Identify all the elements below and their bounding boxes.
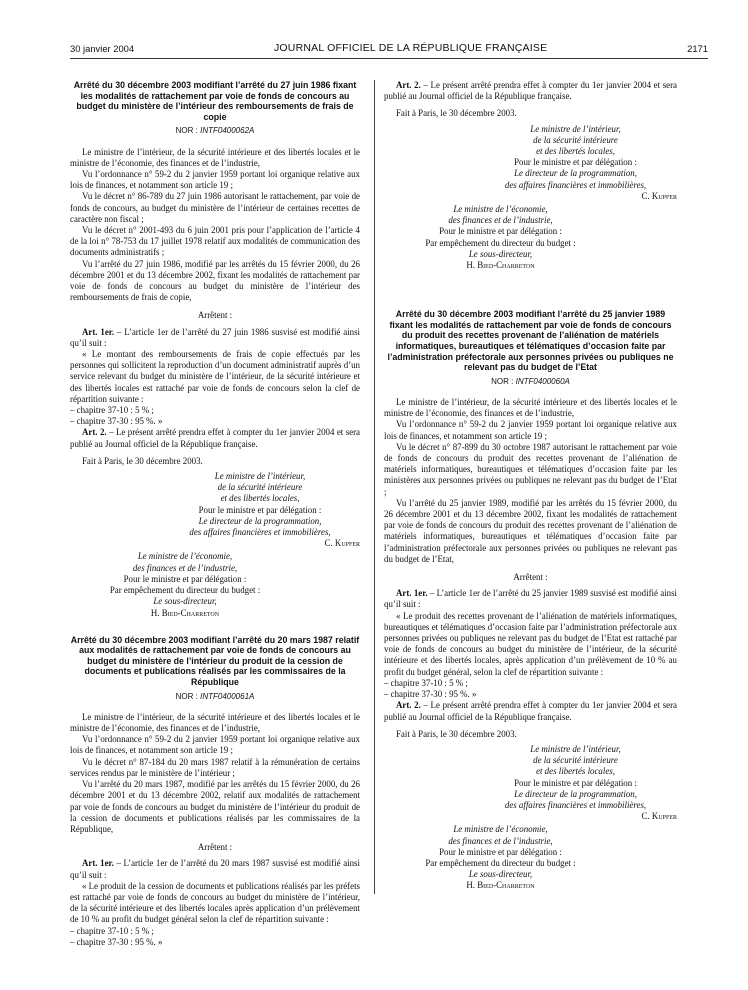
signature-interieur <box>474 124 677 202</box>
article-1-label: Art. 1er. <box>82 326 115 337</box>
signature-pour: Pour le ministre et par délégation : <box>514 157 637 168</box>
list-item: – chapitre 37-30 : 95 %. » <box>384 689 477 700</box>
fait-a-paris: Fait à Paris, le 30 décembre 2003. <box>82 455 203 466</box>
signature-line: Le sous-directeur, <box>153 596 217 607</box>
signature-line: Le sous-directeur, <box>468 869 533 880</box>
signature-line: Le ministre de l’économie, <box>137 551 233 562</box>
nor-reference <box>70 125 360 136</box>
paragraph: Le ministre de l’intérieur, de la sécurité intérieure et des libertés locales et le ministre de l’économie, des finances et de l’industrie, <box>70 146 360 168</box>
paragraph: Vu l’arrêté du 27 juin 1986, modifié par les arrêtés du 15 février 2000, du 26 décembre 2001 et du 13 décembre 2002, fixant les modalités de rattachement par voie de fonds de concours au budget du ministère de l’intérieur des remboursements de frais de copie, <box>70 258 360 303</box>
list-item: – chapitre 37-30 : 95 %. » <box>70 936 163 947</box>
paragraph: Le ministre de l’intérieur, de la sécurité intérieure et des libertés locales et le ministre de l’économie, des finances et de l’industrie, <box>384 397 677 419</box>
paragraph: Vu le décret n° 86-789 du 27 juin 1986 autorisant le rattachement, par voie de fonds de concours, au budget du ministère de l’intérieur de certaines recettes de caractère non fiscal ; <box>70 191 360 224</box>
spacer <box>70 621 360 635</box>
decree-frais-de-copie <box>70 80 360 619</box>
article-1-text: – L’article 1er de l’arrêté du 27 juin 1986 susvisé est modifié ainsi qu’il suit : <box>70 326 360 348</box>
decree-title: Arrêté du 30 décembre 2003 modifiant l’arrêté du 25 janvier 1989 fixant les modalités de rattachement par voie de fonds de concours du produit des recettes provenant de l’aliénation de matériels informatiques, bureautiques et télématiques d’occasion faite par l’administration préfectorale aux personnes privées ou publiques ne relevant pas du budget de l’Etat <box>387 309 674 373</box>
article-1 <box>70 327 360 349</box>
decree-materiels-informatiques <box>384 309 677 891</box>
signatory-name: H. Bied-Charreton <box>466 260 535 271</box>
signature-pour: Pour le ministre et par délégation : <box>439 226 562 237</box>
article-1-text: – L’article 1er de l’arrêté du 20 mars 1987 susvisé est modifié ainsi qu’il suit : <box>70 858 360 880</box>
article-2-text: – Le présent arrêté prendra effet à compter du 1er janvier 2004 et sera publié au Journal officiel de la République française. <box>384 700 677 722</box>
article-2-text: – Le présent arrêté prendra effet à compter du 1er janvier 2004 et sera publié au Journal officiel de la République française. <box>384 80 677 102</box>
signature-line: de la sécurité intérieure <box>533 134 618 145</box>
nor-reference <box>384 376 677 387</box>
article-2-label: Art. 2. <box>396 700 421 711</box>
article-1 <box>70 858 360 880</box>
signature-line: Le ministre de l’économie, <box>453 204 548 215</box>
decree-cession-documents-continued <box>384 80 677 271</box>
article-quote: « Le produit des recettes provenant de l’aliénation de matériels informatiques, bureautiques et télématiques d’occasion faite par l’administration préfectorale aux personnes privées ou publiques ne relevant pas du budget de l’Etat est rattaché par voie de fonds de concours au budget du ministère de l’intérieur, de la sécurité intérieure et des libertés locales, après application d’un prélèvement de 10 % au profit du budget général, selon la clef de répartition suivante : <box>384 610 677 677</box>
nor-code: INTF0400060A <box>515 376 570 386</box>
list-item: – chapitre 37-30 : 95 %. » <box>70 416 163 427</box>
article-2-text: – Le présent arrêté prendra effet à compter du 1er janvier 2004 et sera publié au Journal officiel de la République française. <box>70 427 360 449</box>
signature-line: des finances et de l’industrie, <box>132 562 238 573</box>
paragraph: Vu l’ordonnance n° 59-2 du 2 janvier 1959 portant loi organique relative aux lois de finances, et notamment son article 19 ; <box>70 168 360 191</box>
signature-interieur <box>474 744 677 822</box>
signatory-name: C. Kupfer <box>641 190 677 201</box>
decree-title: Arrêté du 30 décembre 2003 modifiant l’arrêté du 20 mars 1987 relatif aux modalités de rattachement par voie de fonds de concours au budget du ministère de l’intérieur du produit de la cession de documents et publications réalisés par les commissaires de la République <box>70 634 360 688</box>
paragraph: Vu le décret n° 2001-493 du 6 juin 2001 pris pour l’application de l’article 4 de la loi n° 78-753 du 17 juillet 1978 relatif aux modalités de communication des documents administratifs ; <box>70 225 360 258</box>
nor-reference <box>70 691 360 702</box>
nor-code: INTF0400062A <box>200 126 255 136</box>
signatory-name: C. Kupfer <box>324 538 360 549</box>
fait-a-paris: Fait à Paris, le 30 décembre 2003. <box>396 728 517 739</box>
signature-pour: Pour le ministre et par délégation : <box>198 504 322 515</box>
signature-line: Le ministre de l’économie, <box>453 824 548 835</box>
page-number: 2171 <box>687 42 708 54</box>
signatory-name: C. Kupfer <box>641 811 677 822</box>
signature-line: Le directeur de la programmation, <box>198 515 322 526</box>
signature-pour: Pour le ministre et par délégation : <box>123 573 247 584</box>
signatory-name: H. Bied-Charreton <box>466 880 535 891</box>
article-1 <box>384 588 677 610</box>
paragraph: Vu le décret n° 87-184 du 20 mars 1987 relatif à la rémunération de certains services rendus par le ministère de l’intérieur ; <box>70 756 360 778</box>
nor-code: INTF0400061A <box>200 691 255 701</box>
list-item: – chapitre 37-10 : 5 % ; <box>70 405 154 416</box>
arretent-heading: Arrêtent : <box>513 572 548 583</box>
signature-empechement: Par empêchement du directeur du budget : <box>109 585 261 596</box>
signature-line: des affaires financières et immobilières, <box>504 799 647 810</box>
signature-line: des affaires financières et immobilières, <box>504 179 647 190</box>
article-quote: « Le produit de la cession de documents et publications réalisés par les préfets est rattaché par voie de fonds de concours au budget du ministère de l’intérieur, de la sécurité intérieure et des libertés locales après application d’un prélèvement de 10 % au profit du budget général selon la clef de répartition suivante : <box>70 880 360 925</box>
paragraph: Vu le décret n° 87-899 du 30 octobre 1987 autorisant le rattachement par voie de fonds de concours du produit des recettes provenant de l’aliénation de matériels informatiques, bureautiques et télématiques d’occasion faite par les ministères aux personnes privées ou publiques ne relevant pas du budget de l’Etat ; <box>384 441 677 497</box>
page-header <box>70 38 708 59</box>
decree-title: Arrêté du 30 décembre 2003 modifiant l’arrêté du 27 juin 1986 fixant les modalités de rattachement par voie de fonds de concours au budget du ministère de l’intérieur des remboursements de frais de copie <box>73 80 357 122</box>
signature-line: Le ministre de l’intérieur, <box>530 743 621 754</box>
header-date: 30 janvier 2004 <box>70 42 135 54</box>
signature-pour: Pour le ministre et par délégation : <box>439 846 562 857</box>
signature-line: de la sécurité intérieure <box>533 755 618 766</box>
article-1-label: Art. 1er. <box>396 588 428 599</box>
article-2 <box>384 700 677 722</box>
signature-line: Le ministre de l’intérieur, <box>530 123 621 134</box>
nor-label: NOR : <box>175 126 201 136</box>
signatory-name: H. Bied-Charreton <box>150 607 220 618</box>
journal-title: JOURNAL OFFICIEL DE LA RÉPUBLIQUE FRANÇAISE <box>273 42 548 54</box>
signature-line: et des libertés locales, <box>536 146 615 157</box>
arretent-heading: Arrêtent : <box>197 842 233 853</box>
list-item: – chapitre 37-10 : 5 % ; <box>384 677 468 688</box>
paragraph: Vu l’arrêté du 25 janvier 1989, modifié par les arrêtés du 15 février 2000, du 26 décembre 2001 et du 13 décembre 2002, fixant les modalités de rattachement par voie de fonds de concours du produit des recettes provenant de l’aliénation de matériels informatiques, bureautiques et télématiques d’occasion faite par l’administration préfectorale aux personnes privées ou publiques ne relevant pas du budget de l’Etat, <box>384 497 677 564</box>
signature-line: Le sous-directeur, <box>468 248 533 259</box>
signature-economie <box>384 204 617 271</box>
signature-line: Le ministre de l’intérieur, <box>214 471 306 482</box>
arretent-heading: Arrêtent : <box>197 310 233 321</box>
nor-label: NOR : <box>491 376 516 386</box>
article-quote: « Le montant des remboursements de frais de copie effectués par les personnes qui sollicitent la reproduction d’un document administratif auprès d’un service relevant du budget du ministère de l’intérieur, de la sécurité intérieure et des libertés locales est rattaché par voie de fonds de concours selon la clef de répartition suivante : <box>70 349 360 404</box>
list-item: – chapitre 37-10 : 5 % ; <box>70 925 154 936</box>
article-2-label: Art. 2. <box>82 427 107 438</box>
signature-line: des affaires financières et immobilières, <box>189 527 331 538</box>
article-1-label: Art. 1er. <box>82 858 114 869</box>
right-column <box>374 80 677 894</box>
left-column <box>70 80 360 948</box>
paragraph: Le ministre de l’intérieur, de la sécurité intérieure et des libertés locales et le ministre de l’économie, des finances et de l’industrie, <box>70 711 360 734</box>
signature-line: des finances et de l’industrie, <box>448 215 553 226</box>
signature-economie <box>70 551 300 618</box>
signature-line: des finances et de l’industrie, <box>448 835 553 846</box>
signature-economie <box>384 824 617 891</box>
signature-pour: Pour le ministre et par délégation : <box>514 777 637 788</box>
signature-line: et des libertés locales, <box>220 493 300 504</box>
signature-line: Le directeur de la programmation, <box>514 788 637 799</box>
signature-line: et des libertés locales, <box>536 766 615 777</box>
signature-empechement: Par empêchement du directeur du budget : <box>425 237 576 248</box>
signature-line: de la sécurité intérieure <box>217 482 303 493</box>
paragraph: Vu l’ordonnance n° 59-2 du 2 janvier 1959 portant loi organique relative aux lois de finances, et notamment son article 19 ; <box>384 419 677 441</box>
decree-cession-documents <box>70 635 360 948</box>
fait-a-paris: Fait à Paris, le 30 décembre 2003. <box>396 108 517 119</box>
article-2 <box>70 427 360 449</box>
article-2 <box>384 80 677 102</box>
signature-interieur <box>160 471 360 549</box>
spacer <box>384 273 677 309</box>
signature-empechement: Par empêchement du directeur du budget : <box>425 857 576 868</box>
paragraph: Vu l’ordonnance n° 59-2 du 2 janvier 1959 portant loi organique relative aux lois de finances, et notamment son article 19 ; <box>70 734 360 756</box>
paragraph: Vu l’arrêté du 20 mars 1987, modifié par les arrêtés du 15 février 2000, du 26 décembre 2001 et du 13 décembre 2002, relatif aux modalités de rattachement par voie de fonds de concours au budget du ministère de l’intérieur du produit de la cession de documents et publications réalisés par les commissaires de la République, <box>70 779 360 834</box>
article-1-text: – L’article 1er de l’arrêté du 25 janvier 1989 susvisé est modifié ainsi qu’il suit : <box>384 588 677 610</box>
signature-line: Le directeur de la programmation, <box>514 168 637 179</box>
nor-label: NOR : <box>175 691 201 701</box>
article-2-label: Art. 2. <box>396 80 421 90</box>
